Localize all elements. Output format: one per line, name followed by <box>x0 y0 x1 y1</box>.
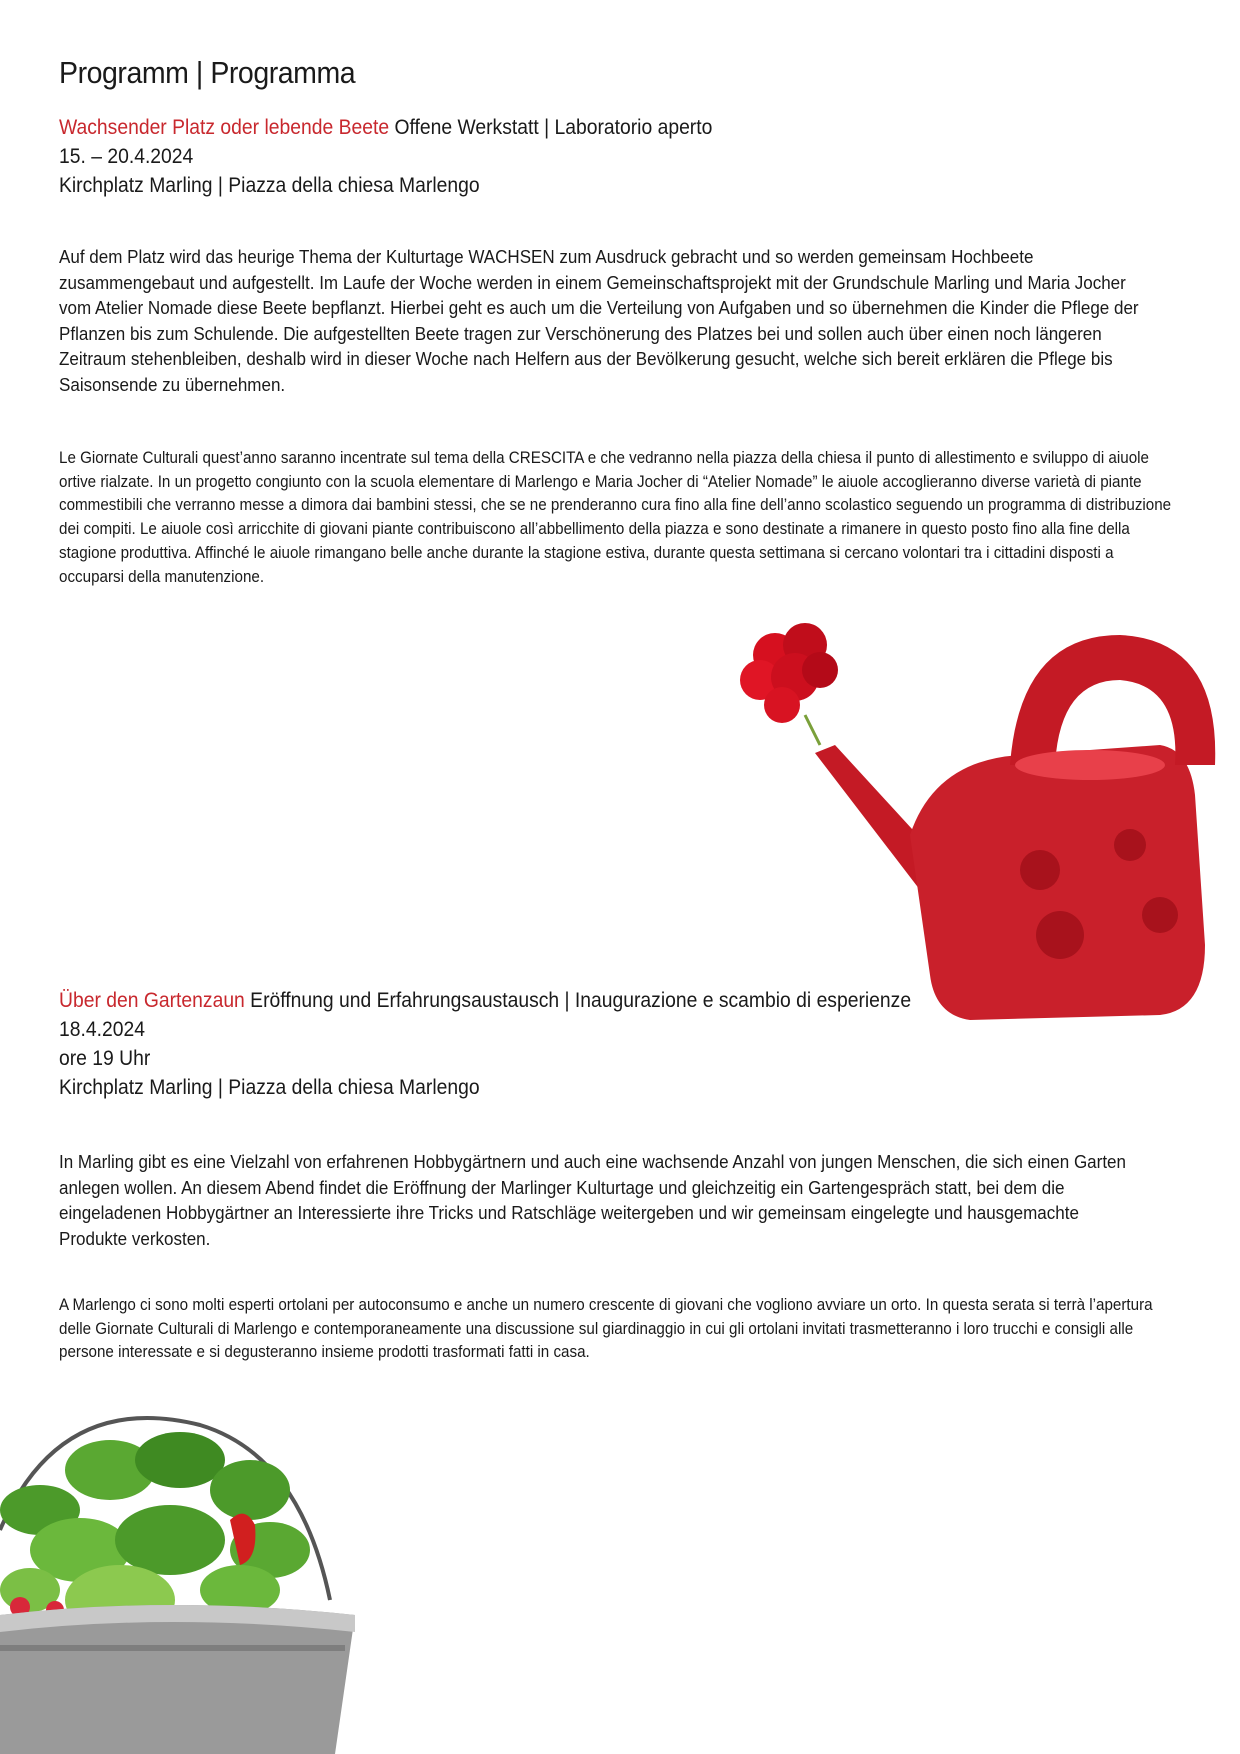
event2-text-it: A Marlengo ci sono molti esperti ortolani per autoconsumo e anche un numero crescente di giovani che vogliono avviare un orto. In questa serata si terrà l’apertura delle Giornate Culturali di Marlengo e contemporaneamente una discussione sul giardinaggio in cui gli ortolani invitati trasmetteranno i loro trucchi e consigli alle persone interessate e si degusteranno insieme prodotti trasformati fatti in casa. <box>59 1296 1153 1362</box>
red-flower-icon <box>740 623 838 745</box>
event2-location: Kirchplatz Marling | Piazza della chiesa Marlengo <box>59 1076 480 1099</box>
event2-title-red: Über den Gartenzaun <box>59 989 245 1012</box>
event1-date: 15. – 20.4.2024 <box>59 145 194 168</box>
event2-date: 18.4.2024 <box>59 1018 145 1041</box>
event1-title-rest: Offene Werkstatt | Laboratorio aperto <box>389 116 713 139</box>
event1-text-de: Auf dem Platz wird das heurige Thema der Kulturtage WACHSEN zum Ausdruck gebracht und so werden gemeinsam Hochbeete zusammengebaut und aufgestellt. Im Laufe der Woche werden in einem Gemeinschaftsprojekt mit der Grundschule Marling und Maria Jocher vom Atelier Nomade diese Beete bepflanzt. Hierbei geht es auch um die Verteilung von Aufgaben und so übernehmen die Kinder die Pflege der Pflanzen bis zum Schulende. Die aufgestellten Beete tragen zur Verschönerung des Platzes bei und sollen auch über einen noch längeren Zeitraum stehenbleiben, deshalb wird in dieser Woche nach Helfern aus der Bevölkerung gesucht, welche sich bereit erklären die Pflege bis Saisonsende zu übernehmen. <box>59 246 1139 395</box>
event1-text-it: Le Giornate Culturali quest’anno saranno incentrate sul tema della CRESCITA e che vedranno nella piazza della chiesa il punto di allestimento e sviluppo di aiuole ortive rialzate. In un progetto congiunto con la scuola elementare di Marlengo e Maria Jocher di “Atelier Nomade” le aiuole accoglieranno diverse varietà di piante commestibili che verranno messe a dimora dai bambini stessi, che se ne prenderanno cura fino alla fine dell’anno scolastico seguendo un programma di distribuzione dei compiti. Le aiuole così arricchite di giovani piante contribuiscono all’abbellimento della piazza e sono destinate a rimanere in questo posto fino alla fine della stagione produttiva. Affinché le aiuole rimangano belle anche durante la stagione estiva, durante questa settimana si cercano volontari tra i cittadini disposti a occuparsi della manutenzione. <box>59 449 1172 586</box>
event2-title-rest: Eröffnung und Erfahrungsaustausch | Inaugurazione e scambio di esperienze <box>244 989 912 1012</box>
event2-time: ore 19 Uhr <box>59 1047 151 1070</box>
event1-title-red: Wachsender Platz oder lebende Beete <box>59 116 390 139</box>
event1-location: Kirchplatz Marling | Piazza della chiesa Marlengo <box>59 174 480 197</box>
event2-text-de: In Marling gibt es eine Vielzahl von erfahrenen Hobbygärtnern und auch eine wachsende Anzahl von jungen Menschen, die sich einen Garten anlegen wollen. An diesem Abend findet die Eröffnung der Marlinger Kulturtage und gleichzeitig ein Gartengespräch statt, bei dem die eingeladenen Hobbygärtner an Interessierte ihre Tricks und Ratschläge weitergeben und wir gemeinsam eingelegte und hausgemachte Produkte verkosten. <box>59 1151 1126 1249</box>
event1-title <box>59 113 1089 142</box>
event1-header <box>59 113 1179 200</box>
plants-icon <box>0 1432 310 1635</box>
event2-title <box>59 986 1089 1015</box>
event2-header <box>59 986 1179 1102</box>
page-title: Programm | Programma <box>59 55 356 90</box>
plant-bucket-illustration <box>0 1400 370 1754</box>
